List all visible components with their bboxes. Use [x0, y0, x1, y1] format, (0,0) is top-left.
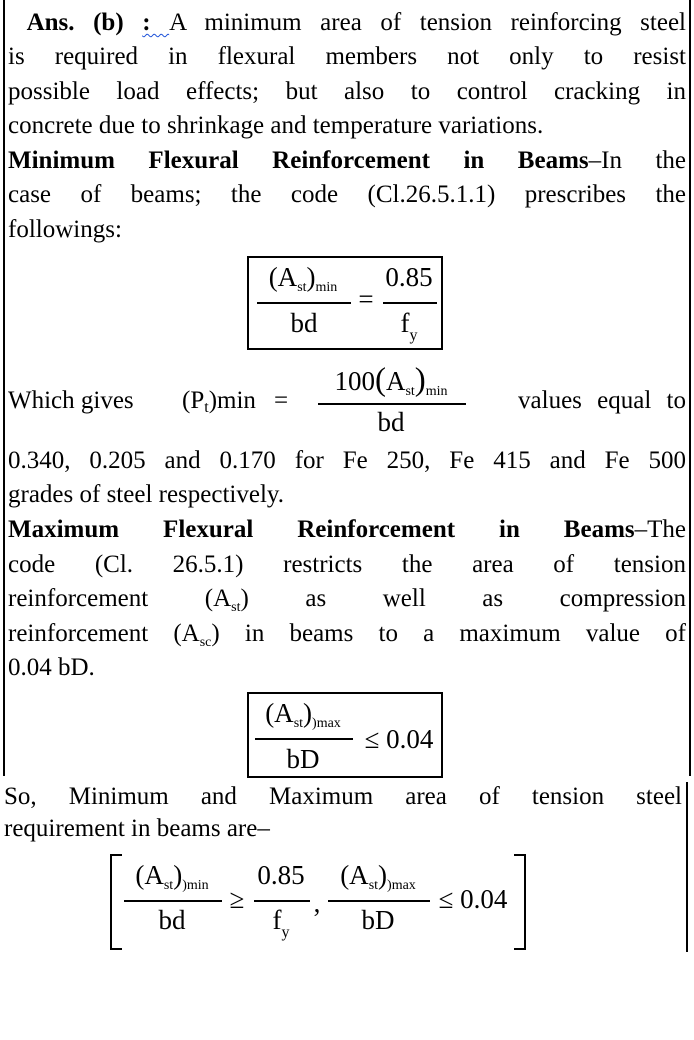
grades-line: grades of steel respectively. — [8, 481, 285, 508]
eq3-min-denominator: bd — [158, 905, 186, 935]
intro-line-1 — [8, 6, 686, 41]
pt-equals: = — [274, 387, 289, 414]
intro-line-3: possible load effects; but also to control cracking in — [8, 78, 686, 105]
eq3-max-fraction-bar — [328, 900, 430, 902]
eq3-left-bracket — [110, 854, 122, 950]
eq3-fy-fraction-bar — [254, 900, 310, 902]
eq3-min-numerator: (Ast))min — [135, 860, 209, 893]
eq2-le-value: ≤ 0.04 — [364, 724, 434, 754]
equation-min-box — [247, 256, 443, 350]
values-equal-to: values equal to — [518, 387, 686, 414]
eq1-equals: = — [358, 284, 374, 314]
equation-max-box — [247, 692, 443, 778]
eq1-denominator-right: $f_y$ — [400, 308, 418, 344]
values-line: 0.340, 0.205 and 0.170 for Fe 250, Fe 415 and Fe 500 — [8, 447, 686, 474]
intro-line-1-text: A minimum area of tension reinforcing steel — [169, 9, 686, 36]
eq3-max-denominator: bD — [361, 905, 395, 935]
max-heading-tail: –The — [634, 516, 686, 543]
eq2-denominator: bD — [286, 744, 320, 774]
answer-label: Ans. (b) : — [8, 9, 170, 36]
eq3-max-numerator: (Ast))max — [340, 860, 416, 893]
eq1-fraction-bar-left — [257, 302, 351, 304]
eq1-denominator-left: bd — [290, 308, 318, 338]
right-border-rule — [689, 0, 691, 776]
eq1-numerator: (Ast)min — [268, 262, 338, 295]
min-line-2: case of beams; the code (Cl.26.5.1.1) prescribes the — [8, 181, 686, 208]
min-heading-line — [8, 144, 686, 179]
right-border-rule-lower — [686, 782, 688, 952]
eq2-numerator: (Ast))max — [265, 698, 341, 731]
max-heading-line — [8, 513, 686, 548]
pt-fraction-bar — [318, 403, 466, 405]
eq3-le-value: ≤ 0.04 — [438, 884, 508, 914]
pt-min-symbol: (Pt)min — [182, 387, 256, 416]
min-line-3: followings: — [8, 216, 122, 243]
eq3-comma: , — [313, 888, 321, 918]
pt-fraction-denominator: bd — [377, 407, 405, 437]
summary-line-1: So, Minimum and Maximum area of tension steel — [4, 783, 682, 810]
eq3-085: 0.85 — [257, 860, 305, 890]
max-line-4: reinforcement $(A_{sc})$ in beams to a maximum value of — [8, 620, 686, 650]
eq2-fraction-bar — [255, 738, 353, 740]
eq3-right-bracket — [514, 854, 526, 950]
eq3-fy: $f_y$ — [272, 905, 290, 941]
min-section-heading: Minimum Flexural Reinforcement in Beams — [8, 147, 589, 174]
eq1-numerator-right: 0.85 — [385, 262, 433, 292]
which-gives-label: Which gives — [8, 387, 134, 414]
max-line-3: reinforcement $(A_{st})$ as well as compression — [8, 585, 687, 615]
eq1-fraction-bar-right — [383, 302, 437, 304]
pt-fraction-numerator: 100(Ast)min — [334, 362, 448, 399]
min-heading-tail: –In the — [588, 147, 686, 174]
eq3-ge: ≥ — [229, 884, 245, 914]
summary-line-2: requirement in beams are– — [4, 815, 270, 842]
max-line-2: code (Cl. 26.5.1) restricts the area of tension — [8, 551, 686, 578]
max-line-5: 0.04 bD. — [8, 654, 95, 681]
intro-line-2: is required in flexural members not only to resist — [8, 43, 686, 70]
left-border-rule — [3, 0, 5, 776]
max-section-heading: Maximum Flexural Reinforcement in Beams — [8, 516, 635, 543]
intro-line-4: concrete due to shrinkage and temperature variations. — [8, 112, 544, 139]
eq3-min-fraction-bar — [124, 900, 222, 902]
